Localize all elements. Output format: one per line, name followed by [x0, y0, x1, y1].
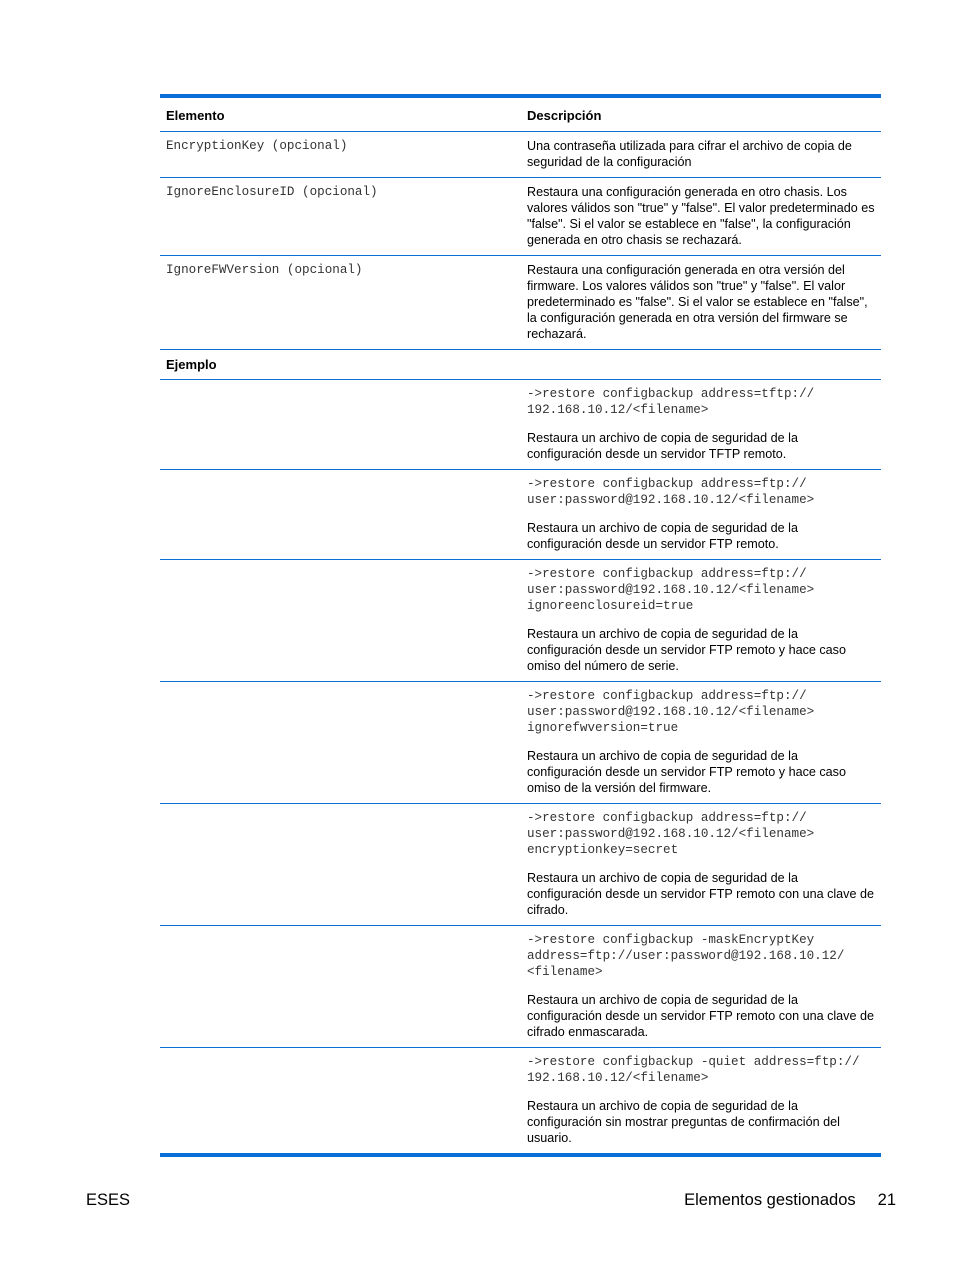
example-description: Restaura un archivo de copia de seguridad de la configuración desde un servidor FTP remoto y hace caso omiso del número de serie. [527, 627, 846, 673]
header-description: Descripción [527, 107, 602, 123]
element-name: EncryptionKey (opcional) [166, 139, 348, 153]
example-command: ->restore configbackup address=ftp:// user:password@192.168.10.12/<filename> ignoreenclosureid=true [527, 567, 815, 613]
example-description: Restaura un archivo de copia de seguridad de la configuración desde un servidor TFTP remoto. [527, 431, 798, 461]
element-name: IgnoreFWVersion (opcional) [166, 263, 363, 277]
element-description: Una contraseña utilizada para cifrar el archivo de copia de seguridad de la configuración [527, 139, 852, 169]
element-name: IgnoreEnclosureID (opcional) [166, 185, 378, 199]
example-row [160, 1048, 881, 1153]
table-header [160, 98, 881, 132]
example-description: Restaura un archivo de copia de seguridad de la configuración desde un servidor FTP remoto. [527, 521, 798, 551]
example-command: ->restore configbackup -maskEncryptKey address=ftp://user:password@192.168.10.12/ <filename> [527, 933, 845, 979]
table-row [160, 178, 881, 256]
example-description: Restaura un archivo de copia de seguridad de la configuración desde un servidor FTP remoto con una clave de cifrado enmascarada. [527, 993, 874, 1039]
example-row [160, 470, 881, 560]
example-description: Restaura un archivo de copia de seguridad de la configuración desde un servidor FTP remoto con una clave de cifrado. [527, 871, 874, 917]
table-row [160, 132, 881, 178]
elements-table [160, 94, 881, 1157]
footer-locale: ESES [86, 1191, 131, 1209]
example-description: Restaura un archivo de copia de seguridad de la configuración sin mostrar preguntas de confirmación del usuario. [527, 1099, 840, 1145]
footer-section [684, 1191, 896, 1210]
example-command: ->restore configbackup address=ftp:// user:password@192.168.10.12/<filename> ignorefwversion=true [527, 689, 815, 735]
example-row [160, 926, 881, 1048]
example-command: ->restore configbackup address=ftp:// user:password@192.168.10.12/<filename> [527, 477, 815, 507]
example-row [160, 804, 881, 926]
page-number: 21 [877, 1191, 896, 1209]
example-row [160, 380, 881, 470]
example-row [160, 560, 881, 682]
example-command: ->restore configbackup address=ftp:// user:password@192.168.10.12/<filename> encryptionkey=secret [527, 811, 815, 857]
element-description: Restaura una configuración generada en otro chasis. Los valores válidos son "true" y "false". El valor predeterminado es "false". Si el valor se establece en "false", la configuración generada en otro chasis se rechazará. [527, 185, 875, 247]
footer-section-title: Elementos gestionados [684, 1191, 856, 1209]
header-element: Elemento [166, 107, 225, 123]
example-heading-row [160, 350, 881, 380]
example-row [160, 682, 881, 804]
example-description: Restaura un archivo de copia de seguridad de la configuración desde un servidor FTP remoto y hace caso omiso de la versión del firmware. [527, 749, 846, 795]
example-heading: Ejemplo [166, 357, 217, 372]
table-row [160, 256, 881, 350]
example-command: ->restore configbackup address=tftp:// 192.168.10.12/<filename> [527, 387, 815, 417]
element-description: Restaura una configuración generada en otra versión del firmware. Los valores válidos son "true" y "false". El valor predeterminado es "false". Si el valor se establece en "false", la configuración generada en otra versión del firmware se rechazará. [527, 263, 868, 341]
example-command: ->restore configbackup -quiet address=ftp:// 192.168.10.12/<filename> [527, 1055, 860, 1085]
